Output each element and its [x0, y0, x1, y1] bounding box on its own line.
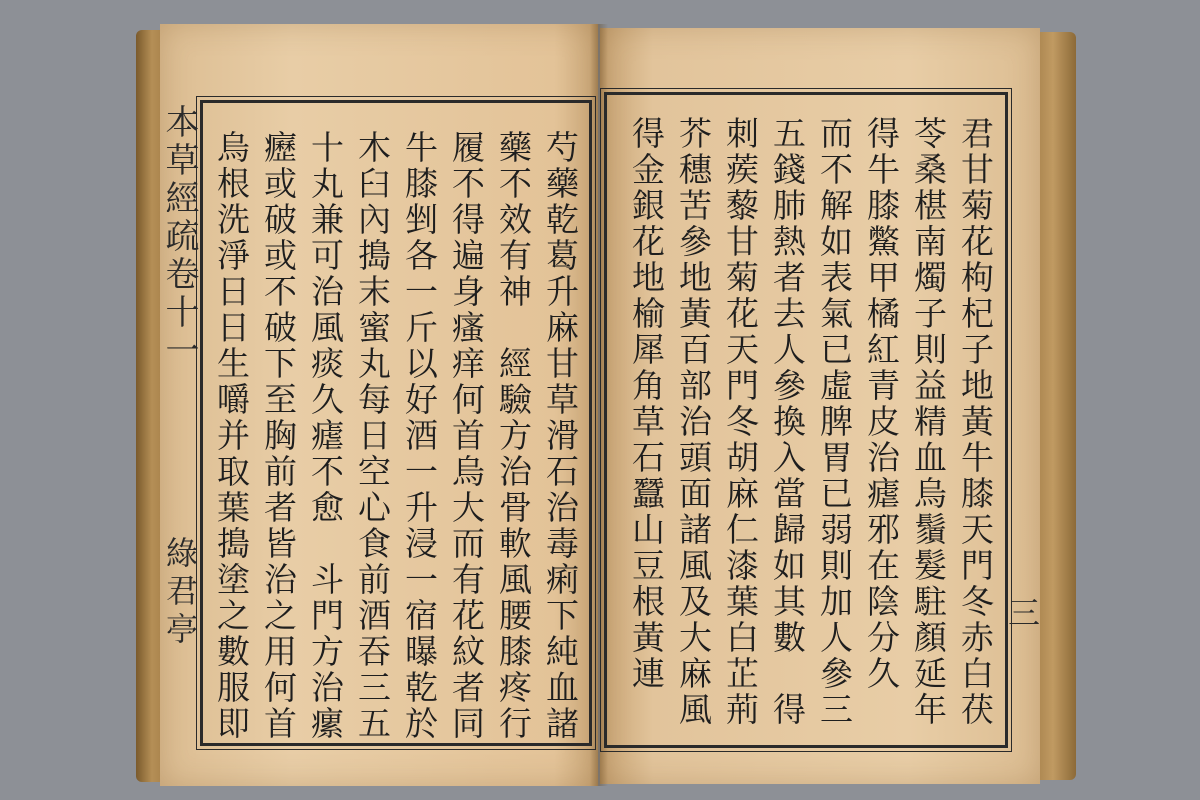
left-col-3: 履不得遍身瘙痒何首烏大而有花紋者同 [447, 130, 486, 742]
right-col-3: 得牛膝鱉甲橘紅青皮治瘧邪在陰分久 [862, 116, 901, 692]
left-col-8: 烏根洗淨日日生嚼并取葉搗塗之數服即 [212, 130, 251, 742]
left-col-1: 芍藥乾葛升麻甘草滑石治毒痢下純血諸 [541, 130, 580, 742]
page-number: 三 [1003, 596, 1041, 628]
right-col-2: 苓桑椹南燭子則益精血烏鬚髮駐顏延年 [909, 116, 948, 728]
left-col-7: 癧或破或不破下至胸前者皆治之用何首 [259, 130, 298, 742]
left-col-2: 藥不效有神 經驗方治骨軟風腰膝疼行 [494, 130, 533, 742]
right-col-7: 芥穗苦參地黃百部治頭面諸風及大麻風 [674, 116, 713, 728]
publisher-margin: 綠君亭 [161, 536, 199, 650]
right-col-6: 刺蒺藜甘菊花天門冬胡麻仁漆葉白芷荊 [721, 116, 760, 728]
right-col-5: 五錢肺熱者去人參換入當歸如其數 得 [768, 116, 807, 728]
right-col-1: 君甘菊花枸杞子地黃牛膝天門冬赤白茯 [956, 116, 995, 728]
right-col-8: 得金銀花地榆犀角草石蠶山豆根黃連 [627, 116, 666, 692]
left-col-6: 十丸兼可治風痰久瘧不愈 斗門方治瘰 [306, 130, 345, 742]
left-col-4: 牛膝剉各一斤以好酒一升浸一宿曝乾於 [400, 130, 439, 742]
book-title-margin: 本草經疏卷十一 [159, 104, 199, 370]
left-col-5: 木臼內搗末蜜丸每日空心食前酒吞三五 [353, 130, 392, 742]
right-col-4: 而不解如表氣已虛脾胃已弱則加人參三 [815, 116, 854, 728]
